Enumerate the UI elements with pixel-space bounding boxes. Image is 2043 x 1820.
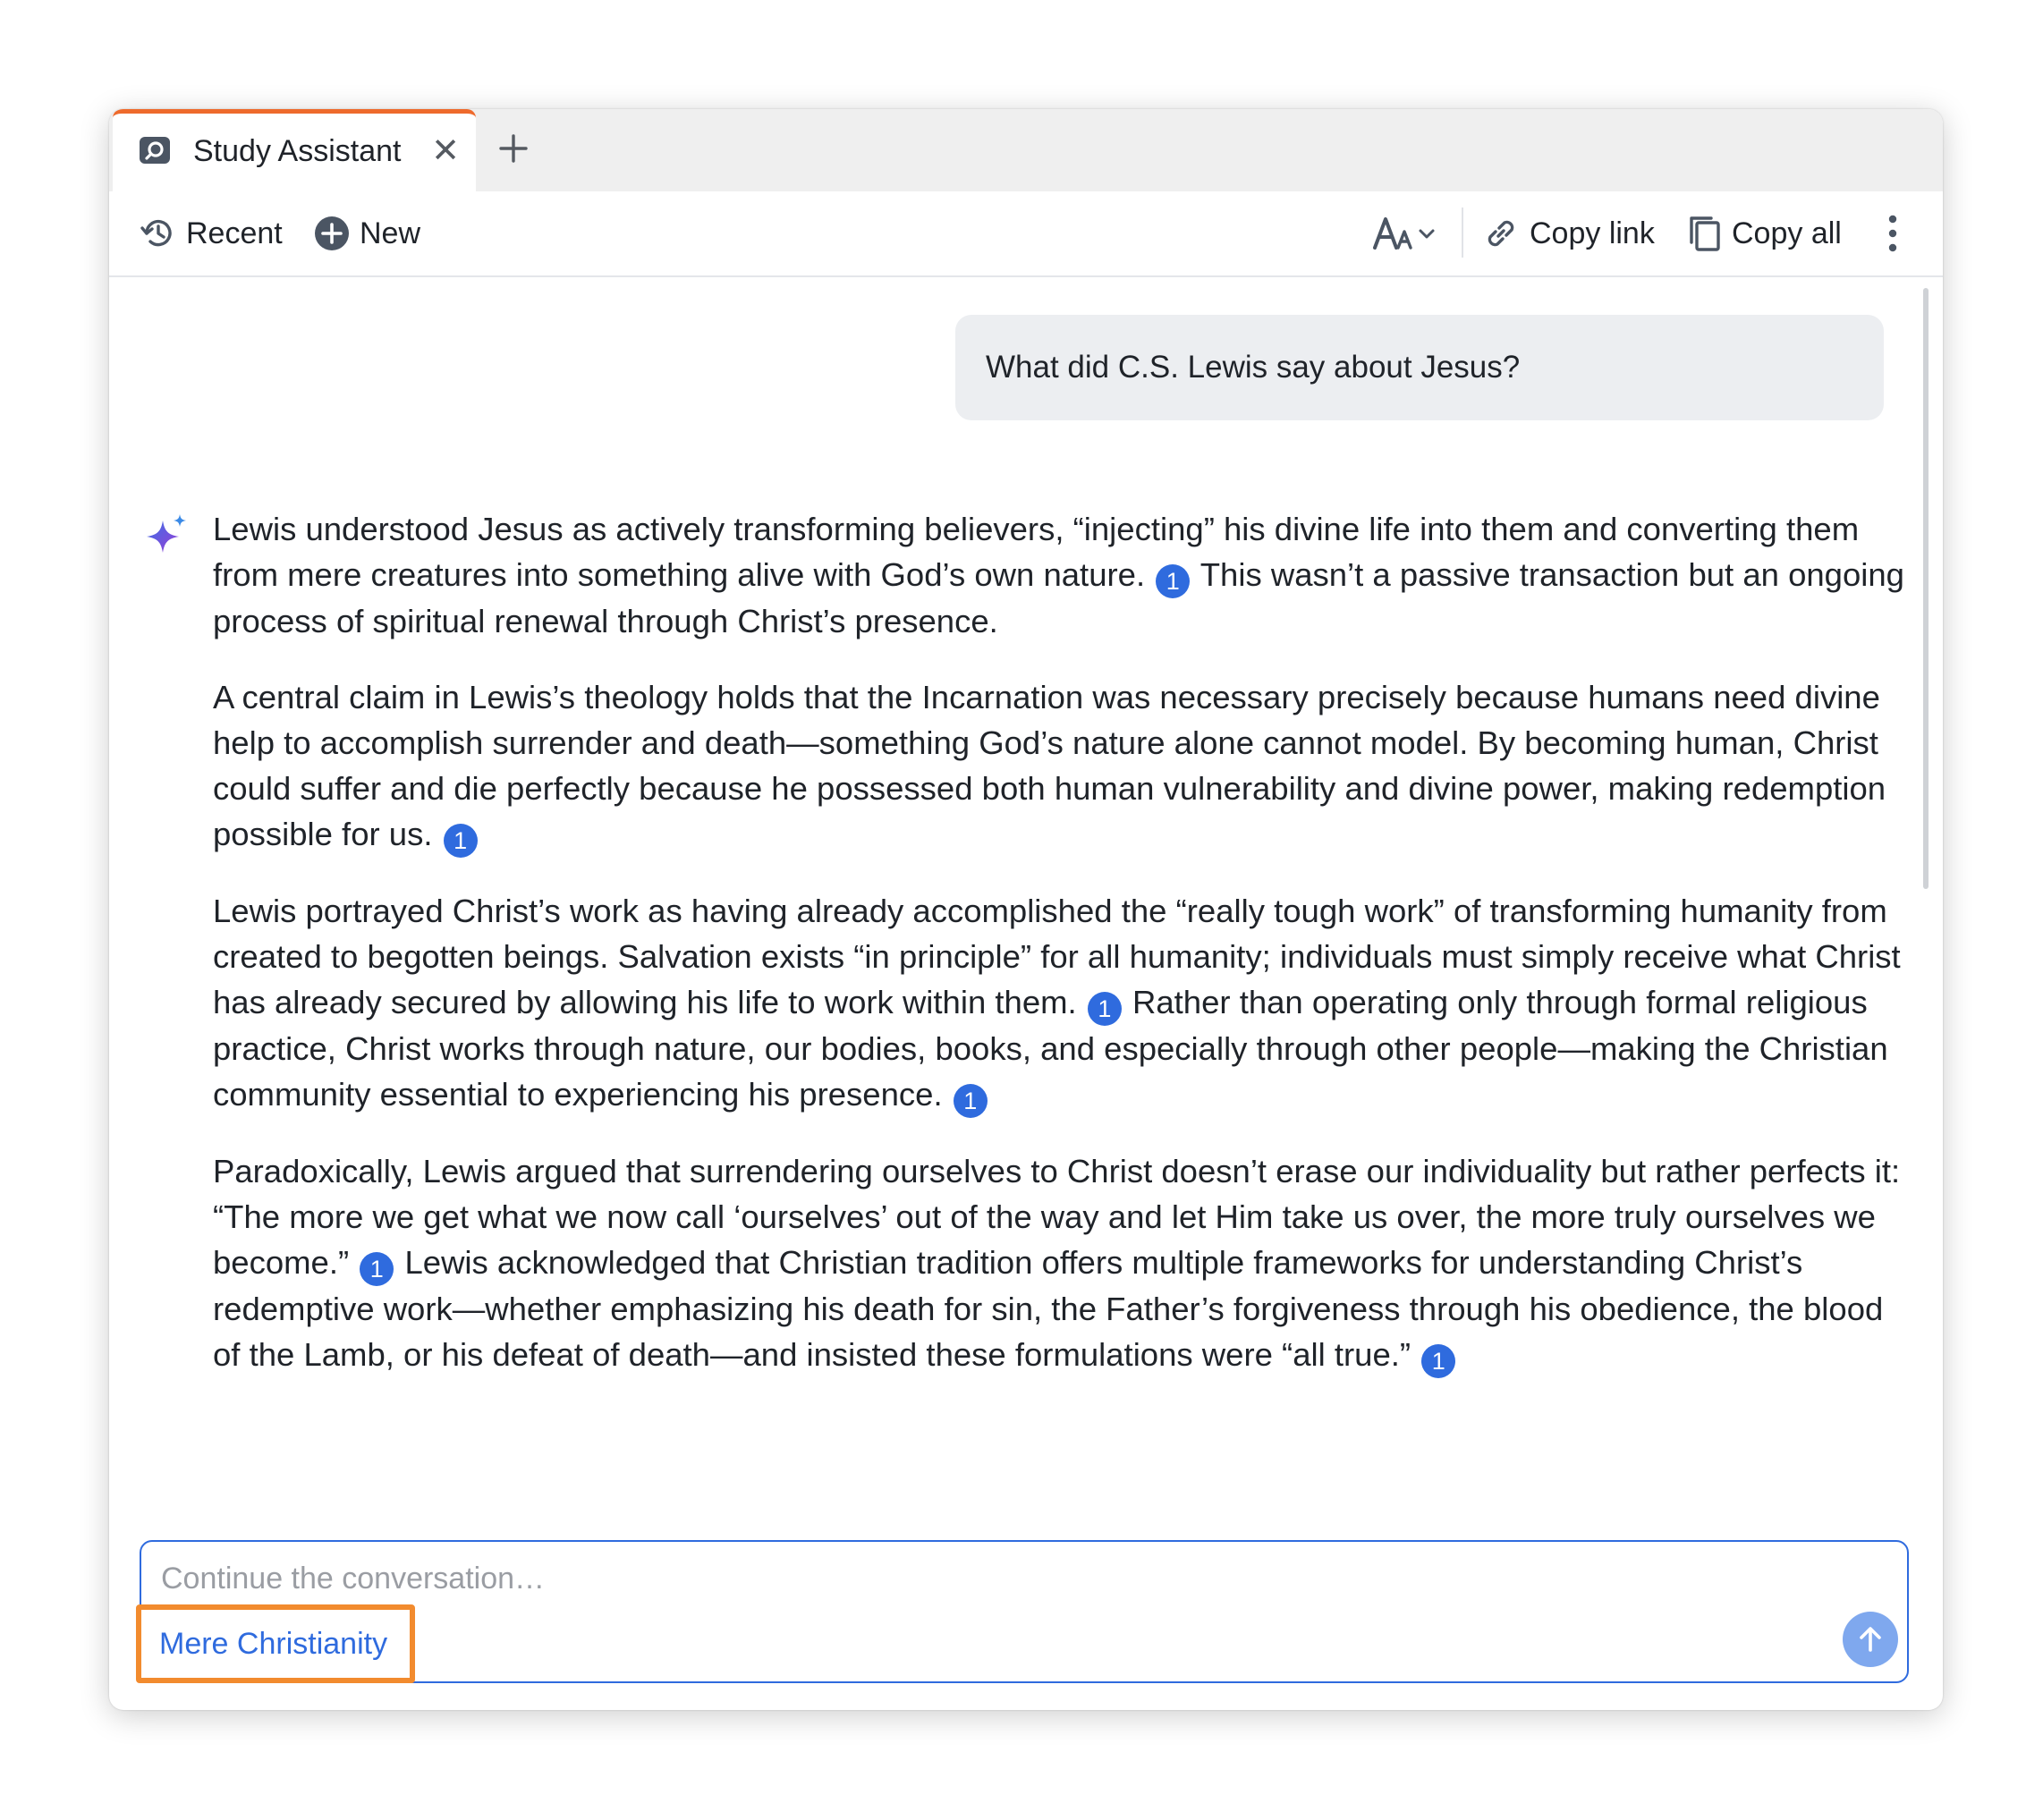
toolbar — [109, 191, 1943, 277]
citation-marker[interactable]: 1 — [1088, 992, 1122, 1026]
new-label: New — [360, 216, 421, 250]
answer-text: A central claim in Lewis’s theology holds that the Incarnation was necessary precisely because humans need divine help to accomplish surrender and death—something God’s nature alone cannot model. By becoming human, Christ could suffer and die perfectly because he possessed both human vulnerability and divine power, making redemption possible for us. — [213, 679, 1886, 852]
answer-text: This wasn’t a passive transaction but an ongoing process of spiritual renewal through Christ’s presence. — [213, 556, 1904, 639]
tab-study-assistant[interactable] — [113, 109, 476, 191]
arrow-up-icon — [1855, 1624, 1886, 1655]
copy-icon — [1687, 214, 1723, 253]
assistant-answer — [213, 506, 1912, 1409]
copy-link-label: Copy link — [1530, 216, 1655, 250]
citation-marker[interactable]: 1 — [360, 1252, 394, 1286]
answer-text: Lewis understood Jesus as actively transforming believers, “injecting” his divine life into them and converting them from mere creatures into something alive with God’s own nature. — [213, 511, 1860, 593]
tab-strip — [109, 109, 1943, 191]
answer-paragraph — [213, 674, 1912, 858]
study-assistant-icon — [138, 133, 172, 167]
history-icon — [140, 215, 177, 252]
tab-title: Study Assistant — [193, 134, 402, 168]
send-button[interactable] — [1843, 1612, 1898, 1667]
continue-conversation-input[interactable] — [159, 1553, 1773, 1604]
answer-paragraph — [213, 1148, 1912, 1378]
new-button[interactable] — [313, 211, 420, 256]
citation-marker[interactable]: 1 — [1421, 1344, 1455, 1378]
conversation-panel — [109, 277, 1943, 1538]
scrollbar-thumb[interactable] — [1923, 288, 1929, 889]
user-message-bubble — [955, 315, 1884, 420]
more-options-button[interactable] — [1886, 211, 1900, 256]
answer-text: Lewis acknowledged that Christian tradition offers multiple frameworks for understanding Christ’s redemptive work—whether emphasizing his death for sin, the Father’s forgiveness through his obedience, the blood of the Lamb, or his defeat of death—and insisted these formulations were “all true.” — [213, 1244, 1884, 1373]
answer-paragraph — [213, 888, 1912, 1118]
copy-link-button[interactable] — [1481, 211, 1655, 256]
answer-paragraph — [213, 506, 1912, 644]
citation-marker[interactable]: 1 — [954, 1084, 988, 1118]
more-vertical-icon — [1886, 211, 1900, 256]
conversation-input-box — [140, 1540, 1909, 1683]
citation-marker[interactable]: 1 — [444, 824, 478, 858]
plus-circle-icon — [313, 215, 351, 252]
answer-text: Rather than operating only through formal religious practice, Christ works through nature, our bodies, books, and especially through other people—making the Christian community essential to experiencing his presence. — [213, 984, 1888, 1113]
new-tab-plus-icon[interactable] — [496, 131, 531, 166]
answer-text: Lewis portrayed Christ’s work as having already accomplished the “really tough work” of transforming humanity from created to begotten beings. Salvation exists “in principle” for all humanity; individuals must simply receive what Christ has already secured by allowing his life to work within them. — [213, 893, 1901, 1020]
copy-all-label: Copy all — [1732, 216, 1842, 250]
citation-marker[interactable]: 1 — [1156, 564, 1190, 598]
resource-chip-label: Mere Christianity — [159, 1626, 388, 1661]
recent-label: Recent — [186, 216, 283, 250]
user-question: What did C.S. Lewis say about Jesus? — [986, 350, 1521, 385]
text-size-icon — [1372, 214, 1444, 253]
recent-button[interactable] — [140, 211, 283, 256]
study-assistant-window — [109, 109, 1943, 1710]
answer-text: Paradoxically, Lewis argued that surrendering ourselves to Christ doesn’t erase our individuality but rather perfects it: “The more we get what we now call ‘ourselves’ out of the way and let Him take us over, the more truly ourselves we become.” — [213, 1153, 1901, 1281]
close-tab-icon[interactable]: ✕ — [431, 132, 460, 170]
copy-all-button[interactable] — [1687, 211, 1842, 256]
ai-sparkle-icon — [145, 513, 188, 556]
text-size-button[interactable] — [1372, 211, 1444, 256]
resource-chip-mere-christianity[interactable] — [136, 1604, 415, 1683]
link-icon — [1481, 214, 1521, 253]
toolbar-divider — [1462, 207, 1463, 258]
